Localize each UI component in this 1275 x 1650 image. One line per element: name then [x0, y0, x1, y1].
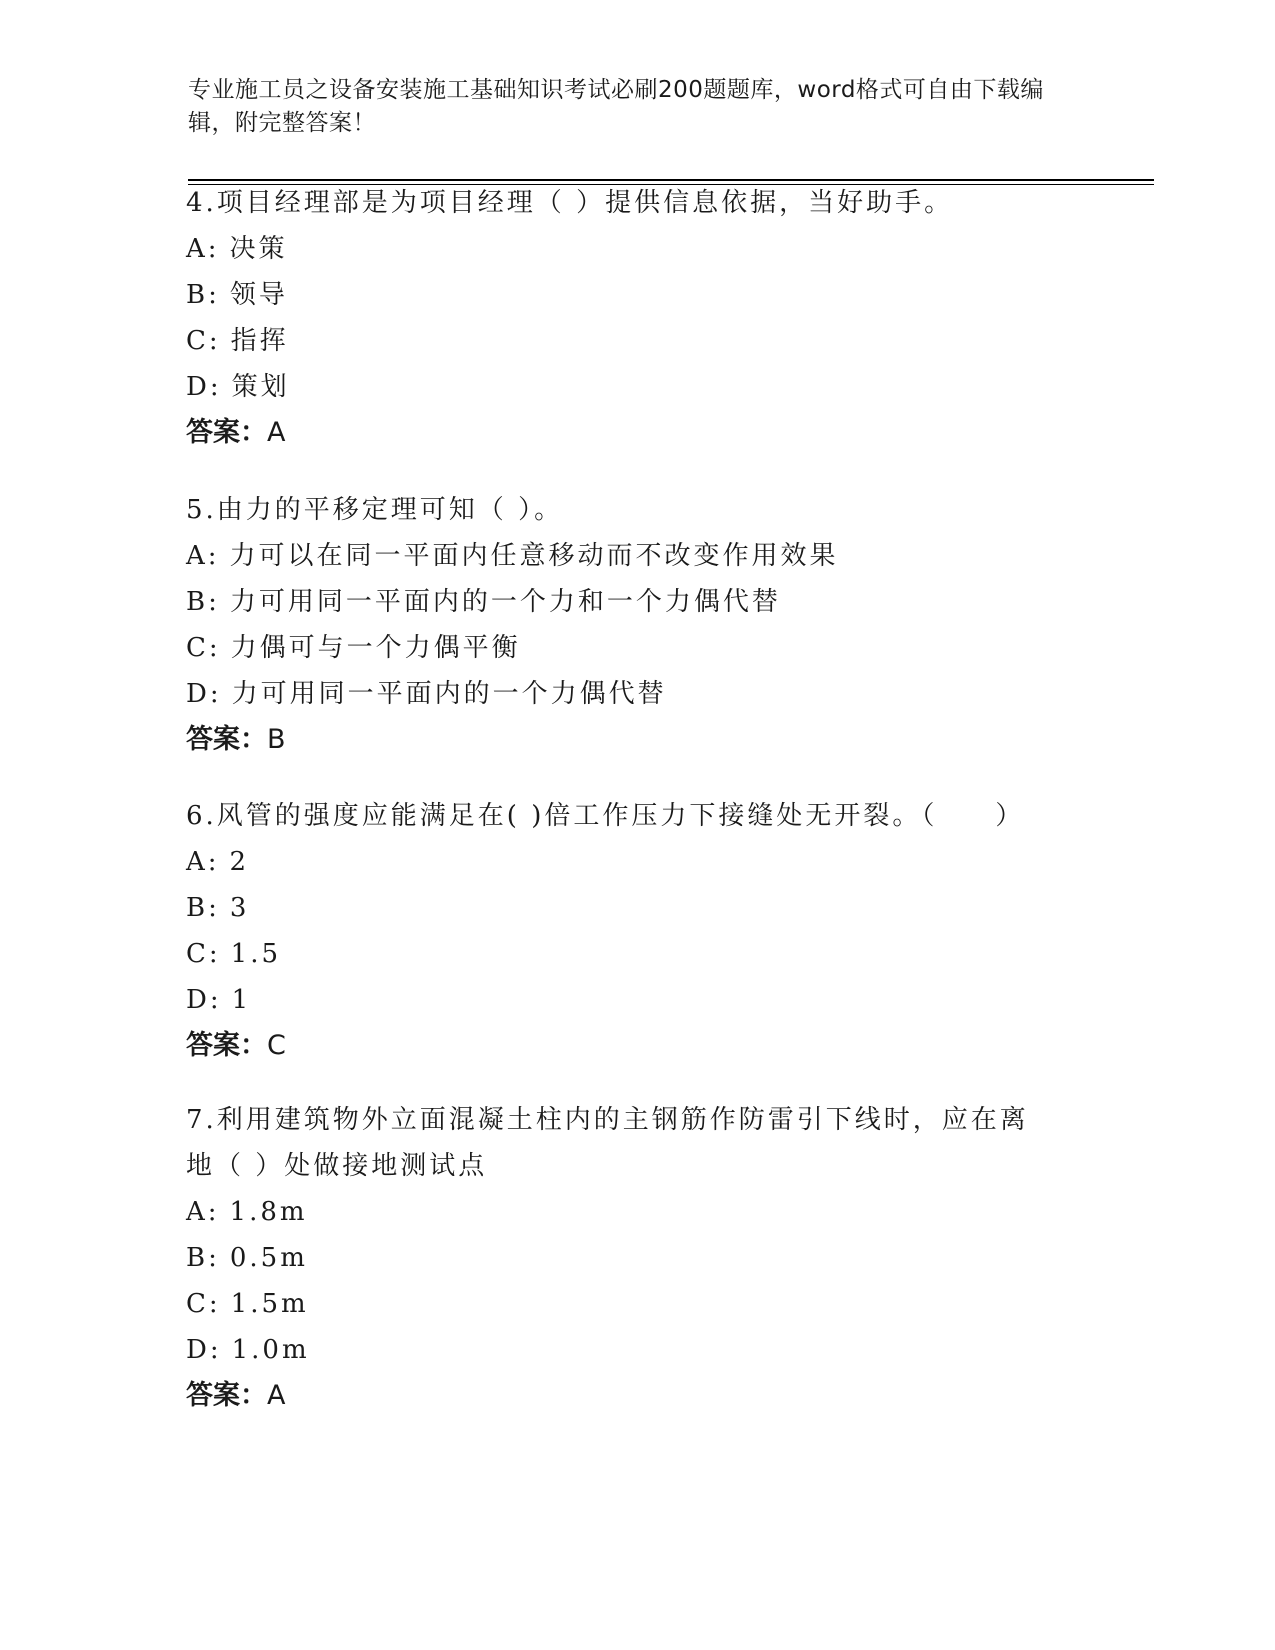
option-d	[186, 671, 1086, 717]
question-stem: 6.风管的强度应能满足在( )倍工作压力下接缝处无开裂。（ ）	[186, 801, 1025, 831]
answer-line	[186, 1373, 1046, 1419]
option-key: A:	[186, 234, 220, 264]
option-b	[186, 885, 1086, 931]
option-key: B:	[186, 1243, 220, 1273]
answer-value: C	[267, 1030, 286, 1061]
answer-label: 答案：	[186, 1380, 267, 1411]
option-text: 1.5m	[230, 1289, 309, 1319]
option-key: C:	[186, 1289, 221, 1319]
option-key: D:	[186, 679, 222, 709]
option-text: 1	[231, 985, 252, 1015]
option-key: C:	[186, 326, 221, 356]
option-key: B:	[186, 587, 220, 617]
option-text: 1.0m	[231, 1335, 310, 1365]
option-text: 力偶可与一个力偶平衡	[230, 633, 521, 663]
option-d	[186, 977, 1086, 1023]
option-key: C:	[186, 939, 221, 969]
document-header-title: 专业施工员之设备安装施工基础知识考试必刷200题题库，word格式可自由下载编辑，附完整答案！	[188, 77, 1044, 136]
option-text: 0.5m	[229, 1243, 308, 1273]
answer-line	[186, 717, 1086, 763]
answer-line	[186, 1023, 1086, 1069]
option-c	[186, 931, 1086, 977]
question-stem: 4.项目经理部是为项目经理（ ）提供信息依据，当好助手。	[186, 188, 954, 218]
question-block	[186, 487, 1086, 763]
option-c	[186, 318, 1086, 364]
option-b	[186, 1235, 1046, 1281]
option-d	[186, 1327, 1046, 1373]
option-text: 2	[229, 847, 250, 877]
option-text: 1.5	[230, 939, 282, 969]
option-text: 决策	[229, 234, 288, 264]
option-text: 3	[229, 893, 250, 923]
answer-value: B	[267, 724, 286, 755]
option-a	[186, 1189, 1046, 1235]
answer-label: 答案：	[186, 724, 267, 755]
question-stem: 7.利用建筑物外立面混凝土柱内的主钢筋作防雷引下线时，应在离地（ ）处做接地测试点	[186, 1105, 1029, 1181]
option-a	[186, 533, 1086, 579]
option-key: C:	[186, 633, 221, 663]
answer-value: A	[267, 1380, 286, 1411]
option-key: D:	[186, 372, 222, 402]
answer-label: 答案：	[186, 417, 267, 448]
option-key: A:	[186, 541, 220, 571]
option-key: B:	[186, 893, 220, 923]
option-c	[186, 1281, 1046, 1327]
option-text: 指挥	[230, 326, 289, 356]
option-key: A:	[186, 1197, 220, 1227]
question-block	[186, 180, 1086, 456]
question-block	[186, 793, 1086, 1069]
option-text: 策划	[231, 372, 290, 402]
option-key: D:	[186, 1335, 222, 1365]
option-key: A:	[186, 847, 220, 877]
option-text: 力可用同一平面内的一个力偶代替	[231, 679, 667, 709]
option-a	[186, 226, 1086, 272]
option-c	[186, 625, 1086, 671]
option-b	[186, 579, 1086, 625]
option-d	[186, 364, 1086, 410]
question-stem: 5.由力的平移定理可知（ ）。	[186, 495, 564, 525]
option-b	[186, 272, 1086, 318]
option-text: 力可用同一平面内的一个力和一个力偶代替	[229, 587, 781, 617]
answer-value: A	[267, 417, 286, 448]
option-key: D:	[186, 985, 222, 1015]
option-text: 力可以在同一平面内任意移动而不改变作用效果	[229, 541, 839, 571]
question-block	[186, 1097, 1046, 1419]
option-key: B:	[186, 280, 220, 310]
option-text: 领导	[229, 280, 288, 310]
answer-label: 答案：	[186, 1030, 267, 1061]
option-a	[186, 839, 1086, 885]
answer-line	[186, 410, 1086, 456]
option-text: 1.8m	[229, 1197, 308, 1227]
